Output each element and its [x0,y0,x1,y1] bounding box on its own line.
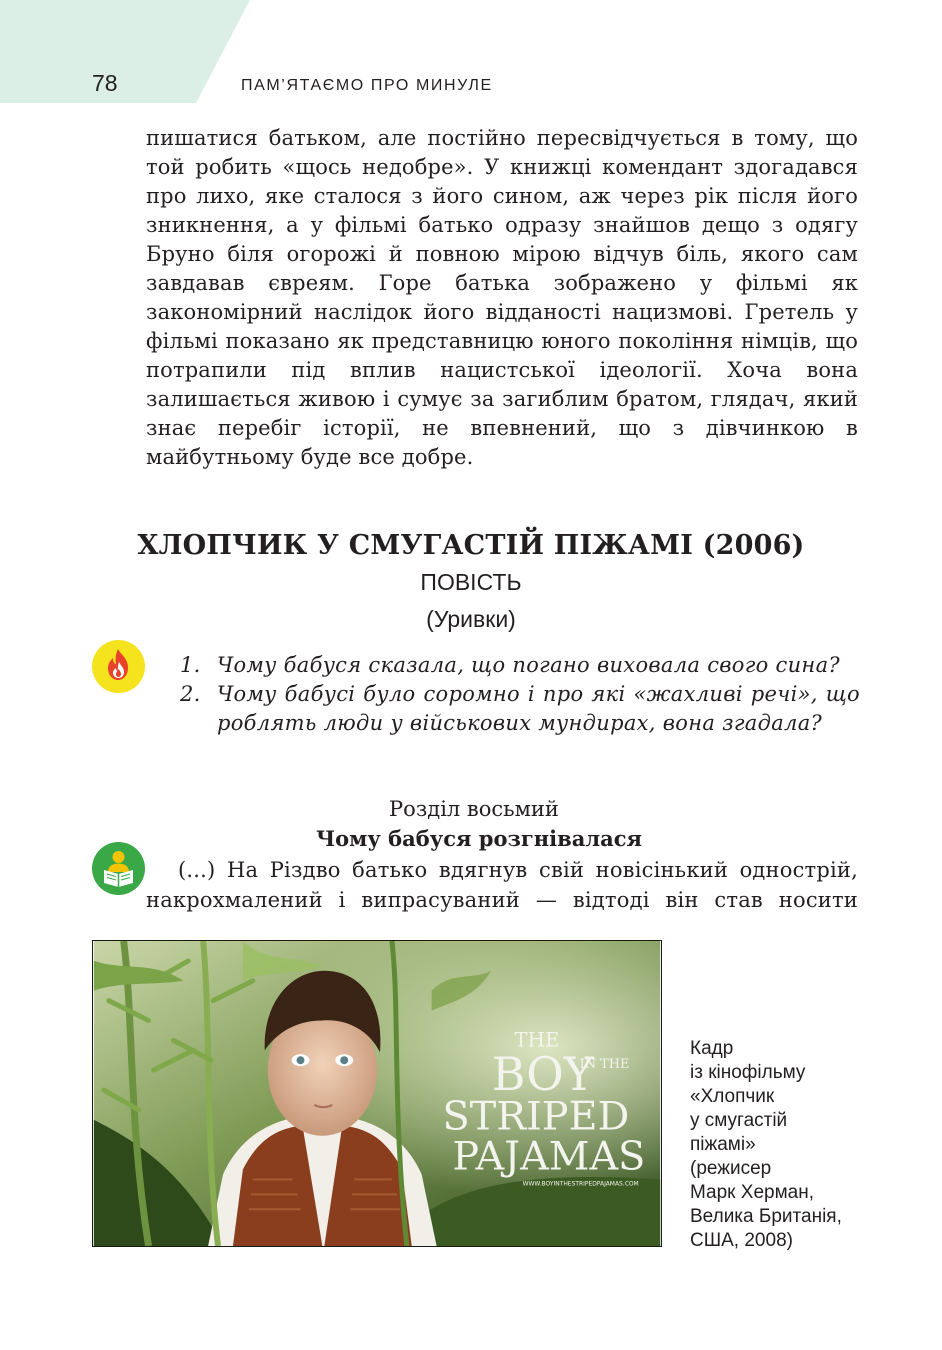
work-title: ХЛОПЧИК У СМУГАСТІЙ ПІЖАМІ (2006) [137,530,805,561]
caption-line: із кінофільму [690,1062,806,1083]
fire-icon [92,640,145,693]
reading-icon [92,842,145,895]
question-list [180,651,860,738]
question-number: 1. [180,653,201,677]
poster-text-boy: BOY [491,1048,594,1102]
question-text: Чому бабуся сказала, що погано виховала свого сина? [217,653,840,677]
question-item [180,680,860,738]
film-still-image [92,940,662,1247]
caption-line: у смугастій [690,1110,788,1131]
intro-paragraph: пишатися батьком, але постійно пересвідчується в тому, що той робить «щось недобре». У книжці комендант здогадався про лихо, яке сталося з його сином, аж через рік після його зникнення, а у фільмі батько одразу знайшов дещо з одягу Бруно біля огорожі й повною мірою відчув біль, якого сам завдавав євреям. Горе батька зображено у фільмі як закономірний наслідок його відданості нацизмові. Гретель у фільмі показано як представницю юного покоління німців, що потрапили під вплив нацистської ідеології. Хоча вона залишається живою і сумує за загиблим братом, глядач, який знає перебіг історії, не впевнений, що з дівчинкою в майбутньому буде все добре. [146,126,858,469]
excerpt-note: (Уривки) [426,606,516,632]
story-paragraph: (...) На Різдво батько вдягнув свій новісінький однострій, накрохмалений і випрасуваний — відтоді він став носити [146,858,858,912]
chapter-label: Розділ восьмий [389,797,559,821]
poster-text-pajamas: PAJAMAS [452,1133,646,1180]
caption-line: Марк Херман, [690,1182,814,1203]
image-caption [690,1037,880,1253]
running-head: ПАМ’ЯТАЄМО ПРО МИНУЛЕ [241,77,493,94]
caption-line: (режисер [690,1158,772,1179]
poster-small-text: WWW.BOYINTHESTRIPEDPAJAMAS.COM [522,1180,639,1188]
work-genre: ПОВІСТЬ [420,569,522,595]
corner-tab-decoration [0,0,250,103]
question-number: 2. [180,682,201,706]
page-number: 78 [92,70,118,96]
poster-text-striped: STRIPED [442,1093,630,1140]
poster-text-in-the: IN THE [579,1057,630,1073]
question-text: Чому бабусі було соромно і про які «жахливі речі», що роблять люди у військових мундирах, вона згадала? [217,682,860,735]
caption-line: Кадр [690,1038,734,1059]
caption-line: «Хлопчик [690,1086,775,1107]
chapter-title: Чому бабуся розгнівалася [315,826,643,851]
caption-line: піжамі» [690,1134,756,1155]
caption-line: Велика Британія, [690,1206,842,1227]
poster-text-the: THE [514,1028,560,1052]
question-item [180,651,860,680]
caption-line: США, 2008) [690,1230,793,1251]
